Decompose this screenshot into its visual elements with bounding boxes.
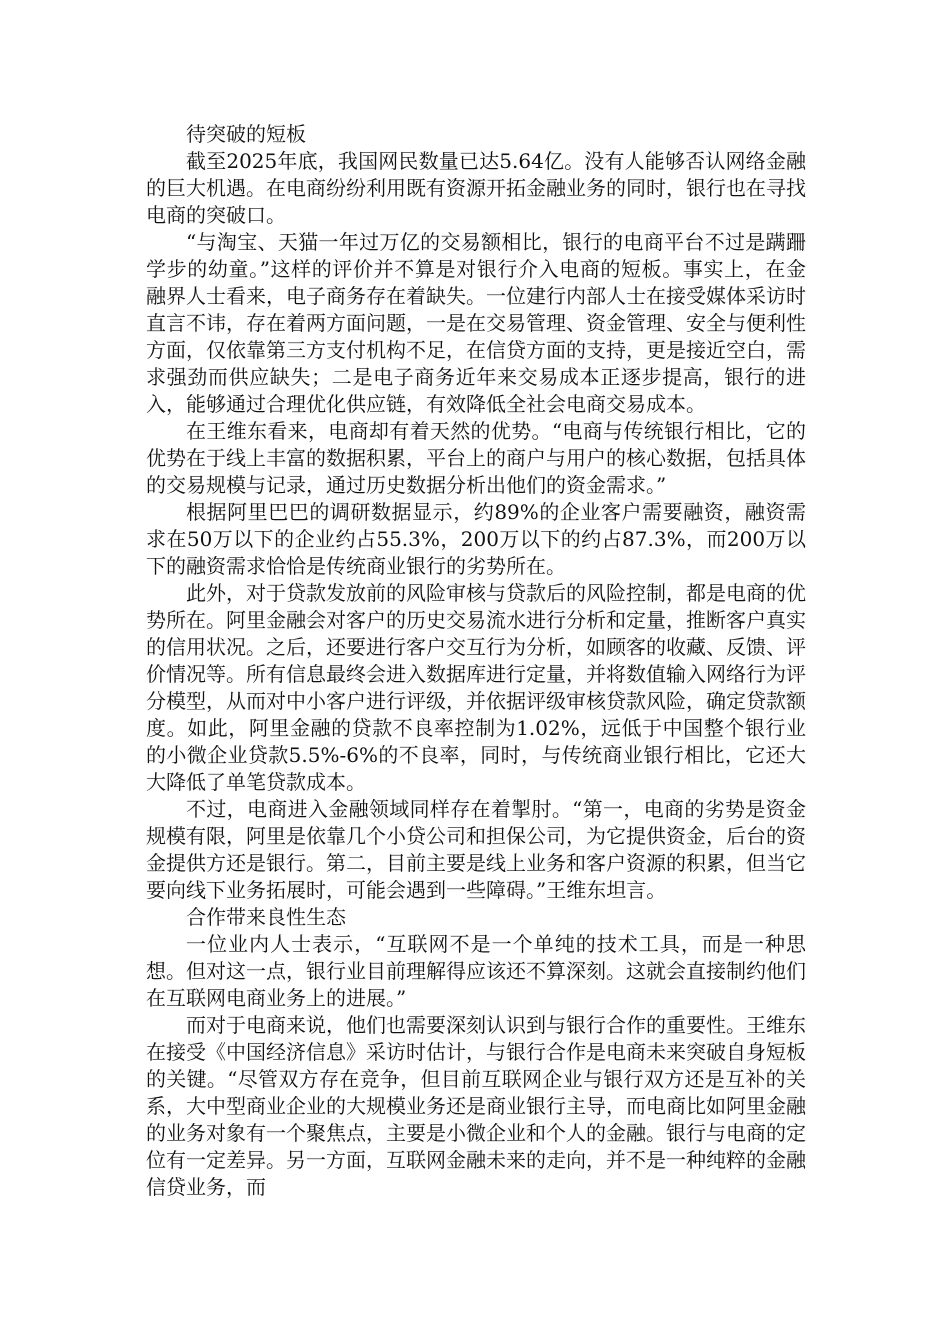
body-paragraph: 在王维东看来，电商却有着天然的优势。“电商与传统银行相比，它的优势在于线上丰富的数据积累，平台上的商户与用户的核心数据，包括具体的交易规模与记录，通过历史数据分析出他们的资金需求。”: [146, 419, 806, 497]
body-paragraph: 根据阿里巴巴的调研数据显示，约89%的企业客户需要融资，融资需求在50万以下的企业约占55.3%，200万以下的约占87.3%，而200万以下的融资需求恰恰是传统商业银行的劣势所在。: [146, 500, 806, 578]
section-heading: 合作带来良性生态: [186, 905, 346, 929]
body-paragraph: 一位业内人士表示，“互联网不是一个单纯的技术工具，而是一种思想。但对这一点，银行业目前理解得应该还不算深刻。这就会直接制约他们在互联网电商业务上的进展。”: [146, 932, 806, 1010]
body-paragraph: 不过，电商进入金融领域同样存在着掣肘。“第一，电商的劣势是资金规模有限，阿里是依靠几个小贷公司和担保公司，为它提供资金，后台的资金提供方还是银行。第二，目前主要是线上业务和客户资源的积累，但当它要向线下业务拓展时，可能会遇到一些障碍。”王维东坦言。: [146, 797, 806, 902]
body-paragraph: 截至2025年底，我国网民数量已达5.64亿。没有人能够否认网络金融的巨大机遇。在电商纷纷利用既有资源开拓金融业务的同时，银行也在寻找电商的突破口。: [146, 149, 806, 227]
section-heading: 待突破的短板: [186, 122, 306, 146]
document-page: [146, 121, 806, 1201]
body-paragraph: 而对于电商来说，他们也需要深刻认识到与银行合作的重要性。王维东在接受《中国经济信息》采访时估计，与银行合作是电商未来突破自身短板的关键。“尽管双方存在竞争，但目前互联网企业与银行双方还是互补的关系，大中型商业企业的大规模业务还是商业银行主导，而电商比如阿里金融的业务对象有一个聚焦点，主要是小微企业和个人的金融。银行与电商的定位有一定差异。另一方面，互联网金融未来的走向，并不是一种纯粹的金融信贷业务，而: [146, 1013, 806, 1199]
body-paragraph: 此外，对于贷款发放前的风险审核与贷款后的风险控制，都是电商的优势所在。阿里金融会对客户的历史交易流水进行分析和定量，推断客户真实的信用状况。之后，还要进行客户交互行为分析，如顾客的收藏、反馈、评价情况等。所有信息最终会进入数据库进行定量，并将数值输入网络行为评分模型，从而对中小客户进行评级，并依据评级审核贷款风险，确定贷款额度。如此，阿里金融的贷款不良率控制为1.02%，远低于中国整个银行业的小微企业贷款5.5%-6%的不良率，同时，与传统商业银行相比，它还大大降低了单笔贷款成本。: [146, 581, 806, 794]
body-paragraph: “与淘宝、天猫一年过万亿的交易额相比，银行的电商平台不过是蹒跚学步的幼童。”这样的评价并不算是对银行介入电商的短板。事实上，在金融界人士看来，电子商务存在着缺失。一位建行内部人士在接受媒体采访时直言不讳，存在着两方面问题，一是在交易管理、资金管理、安全与便利性方面，仅依靠第三方支付机构不足，在信贷方面的支持，更是接近空白，需求强劲而供应缺失；二是电子商务近年来交易成本正逐步提高，银行的进入，能够通过合理优化供应链，有效降低全社会电商交易成本。: [146, 230, 806, 416]
